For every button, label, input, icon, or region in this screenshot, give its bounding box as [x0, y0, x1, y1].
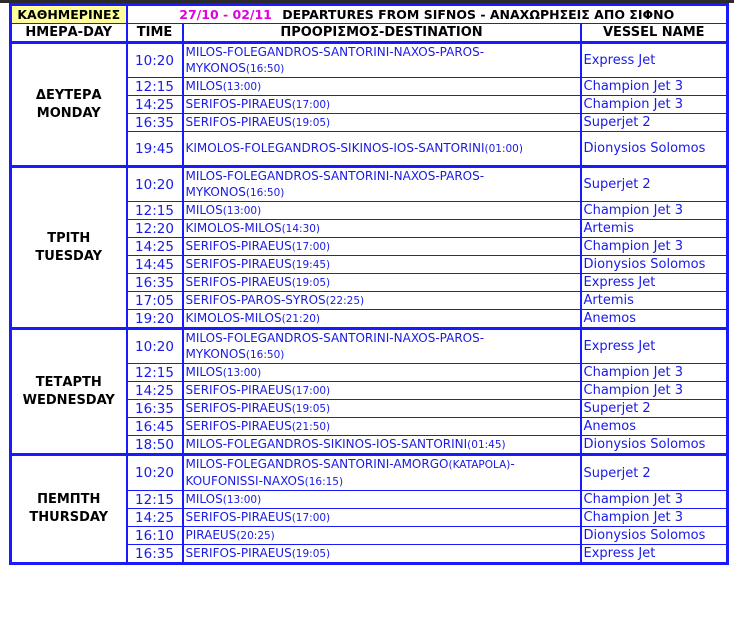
departure-time: 19:20 — [127, 310, 183, 329]
route-text: MILOS — [185, 492, 223, 506]
arrival-time: (13:00) — [222, 81, 262, 93]
vessel-name: Artemis — [581, 220, 728, 238]
route-text: SERIFOS-PAROS-SYROS — [185, 293, 326, 307]
arrival-time: (16:50) — [245, 63, 285, 75]
arrival-time: (21:20) — [281, 313, 321, 325]
day-greek: ΤΡΙΤΗ — [47, 230, 91, 246]
vessel-name: Dionysios Solomos — [581, 256, 728, 274]
vessel-name: Champion Jet 3 — [581, 491, 728, 509]
route-text: SERIFOS-PIRAEUS — [185, 546, 292, 560]
departure-time: 10:20 — [127, 167, 183, 202]
route-text: SERIFOS-PIRAEUS — [185, 383, 292, 397]
vessel-name: Superjet 2 — [581, 455, 728, 491]
arrival-time: (17:00) — [291, 385, 331, 397]
vessel-name: Champion Jet 3 — [581, 509, 728, 527]
arrival-time: (16:50) — [245, 187, 285, 199]
arrival-time: (19:45) — [291, 259, 331, 271]
departure-time: 18:50 — [127, 436, 183, 455]
destination-cell — [183, 527, 581, 545]
departure-row — [11, 455, 728, 491]
destination-cell — [183, 114, 581, 132]
date-range: 27/10 - 02/11 — [179, 7, 272, 22]
route-text: MILOS — [185, 365, 223, 379]
destination-cell — [183, 167, 581, 202]
route-text: SERIFOS-PIRAEUS — [185, 275, 292, 289]
route-text: KIMOLOS-MILOS — [185, 311, 282, 325]
destination-cell — [183, 491, 581, 509]
departure-time: 16:35 — [127, 545, 183, 564]
destination-cell — [183, 436, 581, 455]
destination-cell — [183, 400, 581, 418]
vessel-name: Express Jet — [581, 329, 728, 364]
arrival-time: (22:25) — [325, 295, 365, 307]
vessel-name: Champion Jet 3 — [581, 202, 728, 220]
route-text: MILOS-FOLEGANDROS-SANTORINI-NAXOS-PAROS- — [185, 45, 485, 59]
vessel-name: Express Jet — [581, 274, 728, 292]
day-english: MONDAY — [36, 105, 101, 121]
col-header-destination: ΠΡΟΟΡΙΣΜΟΣ-DESTINATION — [183, 24, 581, 43]
vessel-name: Dionysios Solomos — [581, 436, 728, 455]
route-text: MILOS — [185, 79, 223, 93]
route-text-cont: KOUFONISSI-NAXOS — [185, 474, 305, 488]
destination-cell — [183, 455, 581, 491]
col-header-time: TIME — [127, 24, 183, 43]
route-text: MILOS-FOLEGANDROS-SANTORINI-AMORGO — [185, 457, 449, 471]
arrival-time: (19:05) — [291, 117, 331, 129]
route-text: SERIFOS-PIRAEUS — [185, 115, 292, 129]
vessel-name: Dionysios Solomos — [581, 132, 728, 167]
day-english: THURSDAY — [29, 510, 109, 525]
schedule-title — [127, 5, 728, 24]
day-english: TUESDAY — [35, 248, 103, 264]
departure-time: 14:25 — [127, 96, 183, 114]
destination-cell — [183, 132, 581, 167]
route-text: KIMOLOS-MILOS — [185, 221, 282, 235]
arrival-time: (16:15) — [304, 476, 344, 488]
destination-cell — [183, 292, 581, 310]
route-line-1 — [186, 456, 578, 473]
arrival-time: (17:00) — [291, 241, 331, 253]
arrival-time: (13:00) — [222, 494, 262, 506]
vessel-name: Champion Jet 3 — [581, 238, 728, 256]
departure-time: 16:35 — [127, 400, 183, 418]
day-cell — [11, 329, 127, 455]
destination-cell — [183, 545, 581, 564]
departure-time: 16:10 — [127, 527, 183, 545]
destination-cell — [183, 329, 581, 364]
day-greek: ΔΕΥΤΕΡΑ — [35, 87, 102, 103]
departure-time: 19:45 — [127, 132, 183, 167]
arrival-time: (19:05) — [291, 403, 331, 415]
departure-time: 12:15 — [127, 78, 183, 96]
departure-time: 14:45 — [127, 256, 183, 274]
departure-time: 10:20 — [127, 43, 183, 78]
route-text: MILOS-FOLEGANDROS-SIKINOS-IOS-SANTORINI — [185, 437, 468, 451]
route-text: MILOS-FOLEGANDROS-SANTORINI-NAXOS-PAROS- — [185, 331, 485, 345]
day-cell — [11, 43, 127, 167]
departure-time: 16:35 — [127, 114, 183, 132]
vessel-name: Anemos — [581, 310, 728, 329]
route-line-2 — [186, 346, 578, 363]
arrival-time: (01:45) — [467, 439, 506, 451]
departure-row — [11, 329, 728, 364]
destination-cell — [183, 364, 581, 382]
route-line-2 — [186, 184, 578, 201]
route-text: SERIFOS-PIRAEUS — [185, 401, 292, 415]
arrival-time: (17:00) — [291, 512, 331, 524]
arrival-time: (14:30) — [281, 223, 321, 235]
day-greek: ΠΕΜΠΤΗ — [37, 492, 101, 507]
route-text: SERIFOS-PIRAEUS — [185, 257, 292, 271]
vessel-name: Champion Jet 3 — [581, 364, 728, 382]
vessel-name: Anemos — [581, 418, 728, 436]
arrival-time: (19:05) — [291, 277, 331, 289]
route-note: (KATAPOLA) — [448, 459, 511, 471]
vessel-name: Champion Jet 3 — [581, 78, 728, 96]
route-line-1 — [186, 330, 578, 346]
departure-time: 12:15 — [127, 364, 183, 382]
destination-cell — [183, 509, 581, 527]
departure-time: 10:20 — [127, 455, 183, 491]
arrival-time: (19:05) — [291, 548, 331, 560]
vessel-name: Express Jet — [581, 545, 728, 564]
title-text: DEPARTURES FROM SIFNOS - ΑΝΑΧΩΡΗΣΕΙΣ ΑΠΟ ΣΙΦΝΟ — [282, 7, 675, 22]
departure-time: 16:45 — [127, 418, 183, 436]
route-line-1 — [186, 44, 578, 60]
destination-cell — [183, 43, 581, 78]
arrival-time: (16:50) — [245, 349, 285, 361]
destination-cell — [183, 238, 581, 256]
departure-time: 10:20 — [127, 329, 183, 364]
departure-row — [11, 167, 728, 202]
route-text: SERIFOS-PIRAEUS — [185, 239, 292, 253]
day-english: WEDNESDAY — [22, 392, 115, 408]
departure-time: 12:15 — [127, 202, 183, 220]
departures-table — [9, 3, 729, 565]
route-text: MILOS — [185, 203, 223, 217]
col-header-day: ΗΜΕΡΑ-DAY — [11, 24, 127, 43]
route-text: KIMOLOS-FOLEGANDROS-SIKINOS-IOS-SANTORINI — [185, 141, 485, 155]
destination-cell — [183, 96, 581, 114]
route-text-cont: MYKONOS — [185, 347, 246, 361]
route-text: PIRAEUS — [185, 528, 237, 542]
departure-time: 12:15 — [127, 491, 183, 509]
departure-time: 12:20 — [127, 220, 183, 238]
departure-time: 17:05 — [127, 292, 183, 310]
departure-time: 14:25 — [127, 509, 183, 527]
vessel-name: Dionysios Solomos — [581, 527, 728, 545]
departure-time: 14:25 — [127, 238, 183, 256]
route-line-1 — [186, 168, 578, 184]
col-header-vessel: VESSEL NAME — [581, 24, 728, 43]
arrival-time: (13:00) — [222, 367, 262, 379]
destination-cell — [183, 418, 581, 436]
arrival-time: (13:00) — [222, 205, 262, 217]
destination-cell — [183, 220, 581, 238]
column-header-row — [11, 24, 728, 43]
daily-badge: ΚΑΘΗΜΕΡΙΝΕΣ — [11, 5, 127, 24]
departure-time: 16:35 — [127, 274, 183, 292]
destination-cell — [183, 310, 581, 329]
route-text-cont: MYKONOS — [185, 185, 246, 199]
route-line-2 — [186, 473, 578, 490]
route-text-cont: MYKONOS — [185, 61, 246, 75]
destination-cell — [183, 78, 581, 96]
route-text: SERIFOS-PIRAEUS — [185, 510, 292, 524]
destination-cell — [183, 274, 581, 292]
arrival-time: (01:00) — [484, 143, 523, 155]
route-line-2 — [186, 60, 578, 77]
day-greek: ΤΕΤΑΡΤΗ — [35, 374, 102, 390]
route-text: SERIFOS-PIRAEUS — [185, 97, 292, 111]
route-text: SERIFOS-PIRAEUS — [185, 419, 292, 433]
arrival-time: (17:00) — [291, 99, 331, 111]
vessel-name: Champion Jet 3 — [581, 382, 728, 400]
title-row — [11, 5, 728, 24]
departure-row — [11, 43, 728, 78]
day-cell — [11, 167, 127, 329]
day-cell — [11, 455, 127, 564]
arrival-time: (21:50) — [291, 421, 331, 433]
vessel-name: Artemis — [581, 292, 728, 310]
vessel-name: Champion Jet 3 — [581, 96, 728, 114]
route-text: MILOS-FOLEGANDROS-SANTORINI-NAXOS-PAROS- — [185, 169, 485, 183]
route-tail: - — [510, 457, 515, 471]
destination-cell — [183, 202, 581, 220]
departure-time: 14:25 — [127, 382, 183, 400]
vessel-name: Superjet 2 — [581, 114, 728, 132]
destination-cell — [183, 256, 581, 274]
vessel-name: Superjet 2 — [581, 400, 728, 418]
vessel-name: Superjet 2 — [581, 167, 728, 202]
vessel-name: Express Jet — [581, 43, 728, 78]
destination-cell — [183, 382, 581, 400]
arrival-time: (20:25) — [236, 530, 275, 542]
